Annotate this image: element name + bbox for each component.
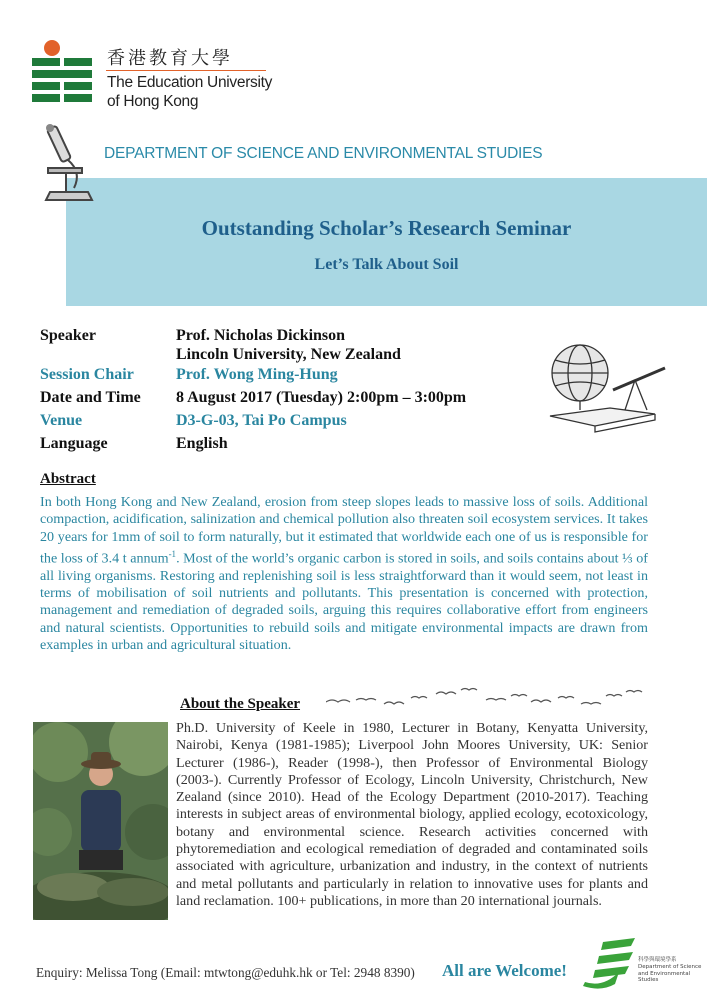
seminar-subtitle: Let’s Talk About Soil (314, 256, 459, 273)
department-logo-chinese: 科學與環境學系 (638, 957, 677, 963)
welcome-text: All are Welcome! (442, 961, 567, 980)
speaker-photo (33, 722, 168, 920)
seminar-title: Outstanding Scholar’s Research Seminar (201, 216, 572, 240)
logo-english-name-line2: of Hong Kong (107, 93, 199, 110)
language-label: Language (40, 435, 108, 452)
abstract-superscript: -1 (168, 548, 177, 559)
logo-english-name-line1: The Education University (107, 74, 273, 91)
title-banner (66, 178, 707, 306)
speaker-affiliation: Lincoln University, New Zealand (176, 346, 401, 363)
enquiry-contact: Enquiry: Melissa Tong (Email: mtwtong@eduhk.hk or Tel: 2948 8390) (36, 965, 415, 980)
about-speaker-heading: About the Speaker (180, 696, 301, 712)
abstract-text-part2: . Most of the world’s organic carbon is stored in soils, and soils contains about ⅓ of all living organisms. Restoring and replenishing soil is less straightforward than it would seem, not least in terms of mobilisation of soil nutrients and pollutants. This presentation is concerned with protection, management and remediation of degraded soils, arguing this requires collaborative effort from engineers and natural scientists. Opportunities to rebuild soils and mitigate environmental impacts are drawn from examples in urban and agricultural situation. (40, 550, 648, 654)
date-time-value: 8 August 2017 (Tuesday) 2:00pm – 3:00pm (176, 389, 467, 406)
microscope-icon (38, 120, 100, 208)
session-chair-label: Session Chair (40, 366, 134, 383)
department-logo-english-line2: and Environmental Studies (638, 971, 691, 983)
venue-value: D3-G-03, Tai Po Campus (176, 412, 347, 429)
department-name: DEPARTMENT OF SCIENCE AND ENVIRONMENTAL STUDIES (104, 145, 543, 162)
venue-label: Venue (40, 412, 83, 429)
abstract-text-part1: In both Hong Kong and New Zealand, erosion from steep slopes leads to massive loss of soils. Additional compaction, acidification, salinization and chemical pollution also threaten soil ecosystem services. It takes 20 years for 1mm of soil to form naturally, but it estimated that worldwide each one of us is responsible for the loss of 3.4 t annum (40, 494, 648, 567)
logo-chinese-name: 香港教育大學 (107, 48, 233, 69)
birds-illustration (326, 682, 646, 712)
abstract-heading: Abstract (40, 471, 96, 487)
globe-books-illustration (535, 338, 675, 438)
abstract-body (40, 494, 648, 654)
department-logo-english-line1: Department of Science (638, 964, 702, 970)
speaker-bio: Ph.D. University of Keele in 1980, Lecturer in Botany, Kenyatta University, Nairobi, Kenya (1981-1985); Liverpool John Moores University, UK: Senior Lecturer (1986-), Reader (1998-), then Professor of Environmental Biology (2003-). Currently Professor of Ecology, Lincoln University, Christchurch, New Zealand (since 2010). Head of the Ecology Department (2010-2017). Teaching interests in subject areas of environmental biology, applied ecology, ecotoxicology, botany and environmental science. Research activities concerned with phytoremediation and ecological remediation of degraded and contaminated soils associated with agriculture, urbanization and industry, in the context of nutrients and metal pollutants and particularly in relation to innovative uses for plants and land reclamation. 100+ publications, in more than 20 international journals. (176, 720, 648, 909)
speaker-label: Speaker (40, 327, 96, 344)
session-chair-value: Prof. Wong Ming-Hung (176, 366, 338, 383)
date-time-label: Date and Time (40, 389, 141, 406)
speaker-name: Prof. Nicholas Dickinson (176, 327, 346, 344)
language-value: English (176, 435, 228, 452)
logo-divider (106, 70, 266, 71)
